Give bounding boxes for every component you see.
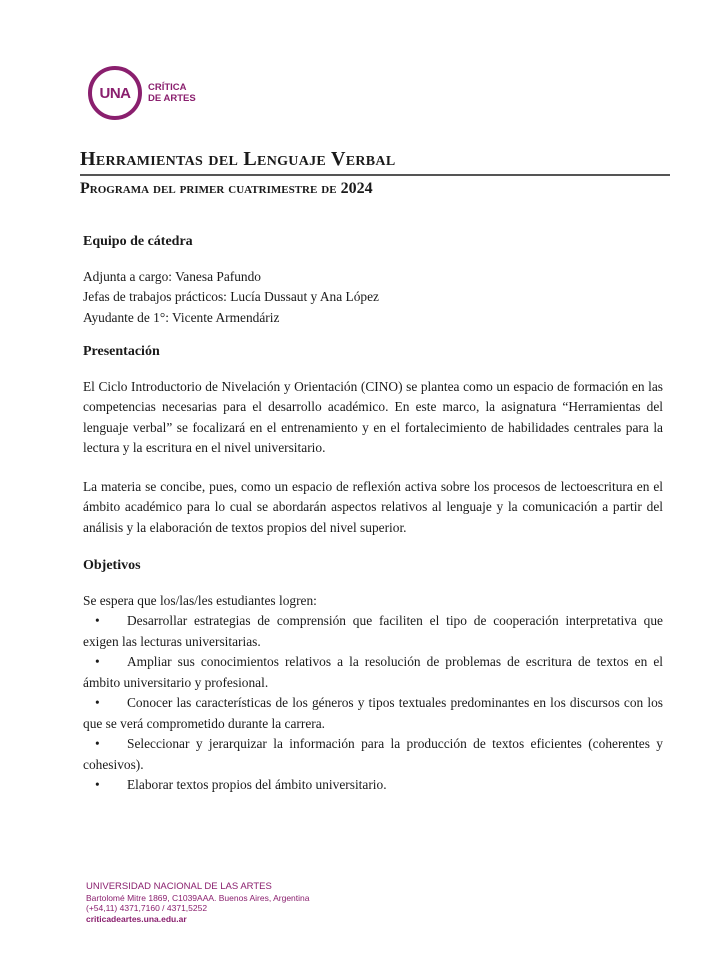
una-logo-mark: UNA bbox=[88, 66, 142, 120]
objective-item bbox=[83, 611, 663, 652]
footer-phone: (+54,11) 4371,7160 / 4371,5252 bbox=[86, 903, 208, 913]
bullet-icon: • bbox=[95, 654, 100, 669]
objective-text: Ampliar sus conocimientos relativos a la resolución de problemas de escritura de textos en el ámbito universitario y profesional. bbox=[83, 654, 663, 690]
objective-text: Elaborar textos propios del ámbito universitario. bbox=[127, 777, 387, 792]
logo-line-2: DE ARTES bbox=[148, 93, 196, 104]
una-logo bbox=[88, 66, 196, 120]
footer-web-link[interactable]: criticadeartes.una.edu.ar bbox=[86, 913, 187, 924]
bullet-icon: • bbox=[95, 613, 100, 628]
team-member: Jefas de trabajos prácticos: Lucía Dussaut y Ana López bbox=[83, 289, 379, 304]
objectives-heading: Objetivos bbox=[83, 558, 141, 573]
objective-text: Conocer las características de los géneros y tipos textuales predominantes en los discursos con los que se verá comprometido durante la carrera. bbox=[83, 695, 663, 731]
objectives-list bbox=[83, 611, 663, 796]
title-block bbox=[80, 148, 670, 198]
presentation-paragraph: El Ciclo Introductorio de Nivelación y Orientación (CINO) se plantea como un espacio de formación en las competencias necesarias para el desarrollo académico. En este marco, la asignatura “Herramientas del lenguaje verbal” se focalizará en el entrenamiento y en el fortalecimiento de habilidades centrales para la lectura y la escritura en el nivel universitario. bbox=[83, 378, 663, 455]
footer-address: Bartolomé Mitre 1869, C1039AAA. Buenos Aires, Argentina bbox=[86, 892, 310, 903]
objective-text: Seleccionar y jerarquizar la información para la producción de textos eficientes (coherentes y cohesivos). bbox=[83, 736, 663, 772]
document-body bbox=[83, 232, 663, 796]
objective-item bbox=[83, 652, 663, 693]
bullet-icon: • bbox=[95, 777, 100, 792]
footer-org: UNIVERSIDAD NACIONAL DE LAS ARTES bbox=[86, 881, 272, 892]
document-title: Herramientas del Lenguaje Verbal bbox=[80, 148, 670, 176]
bullet-icon: • bbox=[95, 736, 100, 751]
footer bbox=[86, 882, 310, 924]
team-member: Ayudante de 1°: Vicente Armendáriz bbox=[83, 309, 280, 325]
objectives-intro: Se espera que los/las/les estudiantes logren: bbox=[83, 592, 317, 608]
logo-text bbox=[148, 82, 196, 104]
team-member: Adjunta a cargo: Vanesa Pafundo bbox=[83, 268, 261, 284]
bullet-icon: • bbox=[95, 695, 100, 710]
objective-item bbox=[83, 734, 663, 775]
document-subtitle: Programa del primer cuatrimestre de 2024 bbox=[80, 180, 373, 197]
logo-line-1: CRÍTICA bbox=[148, 82, 187, 93]
presentation-paragraph: La materia se concibe, pues, como un espacio de reflexión activa sobre los procesos de lectoescritura en el ámbito académico para lo cual se abordarán aspectos relativos al lenguaje y la comunicación a partir del análisis y la elaboración de textos propios del nivel superior. bbox=[83, 478, 663, 535]
objective-item bbox=[83, 693, 663, 734]
objective-item bbox=[83, 775, 663, 796]
team-heading: Equipo de cátedra bbox=[83, 234, 193, 249]
objective-text: Desarrollar estrategias de comprensión que faciliten el tipo de cooperación interpretativa que exigen las lecturas universitarias. bbox=[83, 613, 663, 649]
presentation-heading: Presentación bbox=[83, 344, 160, 359]
